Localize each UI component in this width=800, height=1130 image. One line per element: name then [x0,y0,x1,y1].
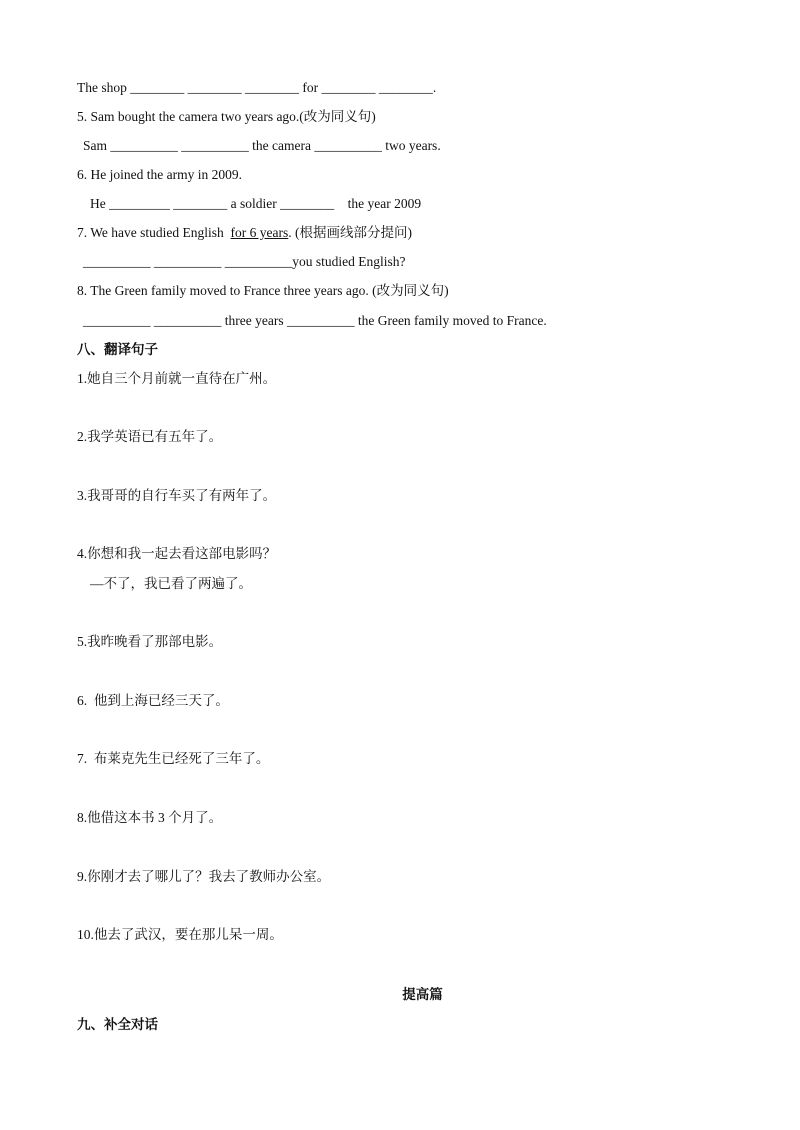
translate-item-2: 2.我学英语已有五年了。 [77,429,223,444]
section-9-heading: 九、补全对话 [77,1017,158,1033]
translate-item-1: 1.她自三个月前就一直待在广州。 [77,371,277,386]
translate-item-9: 9.你刚才去了哪儿了？我去了教师办公室。 [77,869,331,884]
rewrite-item-6-prompt: 6. He joined the army in 2009. [77,167,242,182]
advanced-section-title: 提高篇 [402,987,443,1003]
rewrite-item-7-prompt [77,224,412,242]
translate-item-7: 7. 布莱克先生已经死了三年了。 [77,751,270,766]
translate-item-3: 3.我哥哥的自行车买了有两年了。 [77,488,277,503]
rewrite-item-8-prompt: 8. The Green family moved to France three years ago. (改为同义句) [77,283,449,298]
translate-item-10: 10.他去了武汉，要在那儿呆一周。 [77,927,283,942]
rewrite-item-7-prefix: 7. We have studied English [77,225,231,240]
translate-item-4-reply: —不了，我已看了两遍了。 [90,576,252,591]
translate-item-5: 5.我昨晚看了那部电影。 [77,634,223,649]
rewrite-item-7-answer: __________ __________ __________you studied English? [83,254,406,269]
translate-item-4: 4.你想和我一起去看这部电影吗？ [77,546,277,561]
rewrite-item-7-suffix: . (根据画线部分提问) [288,225,413,240]
rewrite-item-7-underlined: for 6 years [230,225,289,240]
rewrite-line-shop: The shop ________ ________ ________ for ________ ________. [77,80,437,95]
rewrite-item-5-answer: Sam __________ __________ the camera __________ two years. [83,138,441,153]
rewrite-item-6-answer: He _________ ________ a soldier ________ the year 2009 [90,196,422,211]
translate-item-6: 6. 他到上海已经三天了。 [77,693,229,708]
rewrite-item-8-answer: __________ __________ three years __________ the Green family moved to France. [83,313,547,328]
section-8-heading: 八、翻译句子 [77,342,158,358]
rewrite-item-5-prompt: 5. Sam bought the camera two years ago.(改为同义句) [77,109,376,124]
translate-item-8: 8.他借这本书 3 个月了。 [77,810,223,825]
